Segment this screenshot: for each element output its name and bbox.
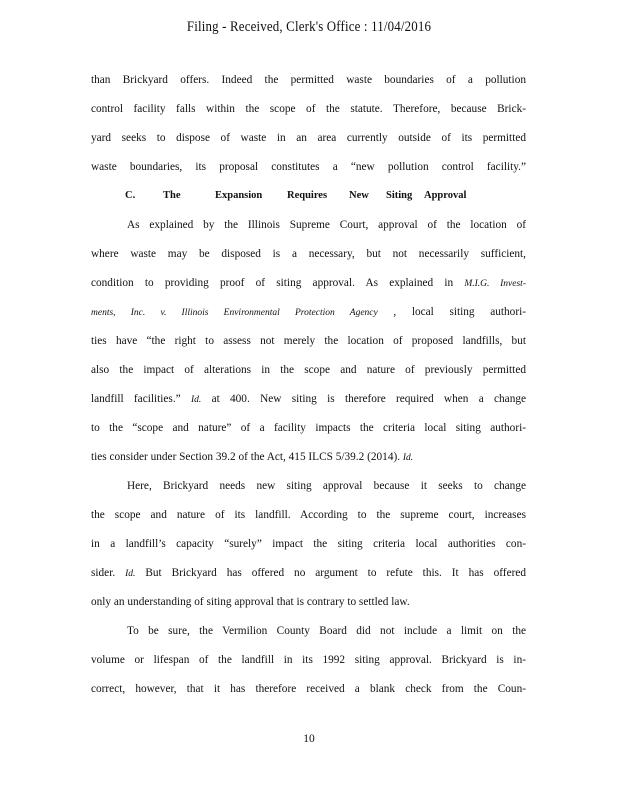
text-span: , local siting authori- bbox=[377, 306, 526, 318]
text-line bbox=[91, 447, 526, 467]
case-citation: M.I.G. Invest- bbox=[464, 279, 526, 289]
text-line: As explained by the Illinois Supreme Court, approval of the location of bbox=[127, 219, 526, 231]
text-span: condition to providing proof of siting approval. As explained in bbox=[91, 277, 465, 289]
text-line: only an understanding of siting approval that is contrary to settled law. bbox=[91, 596, 410, 608]
heading-word: Siting bbox=[386, 190, 413, 201]
text-line bbox=[91, 302, 526, 322]
heading-word: Expansion bbox=[215, 190, 263, 201]
text-span: sider. bbox=[91, 567, 126, 579]
text-line: waste boundaries, its proposal constitutes a “new pollution control facility.” bbox=[91, 161, 526, 173]
case-citation: Id. bbox=[190, 395, 202, 405]
page-number: 10 bbox=[303, 733, 315, 745]
heading-word: The bbox=[163, 190, 181, 201]
text-line: also the impact of alterations in the scope and nature of previously permitted bbox=[91, 364, 526, 376]
text-line: ties have “the right to assess not merely the location of proposed landfills, but bbox=[91, 335, 526, 347]
text-span: landfill facilities.” bbox=[91, 393, 191, 405]
case-citation: Id. bbox=[125, 569, 136, 579]
text-line bbox=[91, 389, 526, 409]
text-span: at 400. New siting is therefore required when a change bbox=[201, 393, 527, 405]
heading-word: Approval bbox=[424, 190, 467, 201]
text-line bbox=[91, 563, 526, 583]
text-line: to the “scope and nature” of a facility impacts the criteria local siting authori- bbox=[91, 422, 526, 434]
section-heading bbox=[125, 186, 466, 206]
text-line: yard seeks to dispose of waste in an area currently outside of its permitted bbox=[91, 132, 526, 144]
text-line: correct, however, that it has therefore received a blank check from the Coun- bbox=[91, 683, 526, 695]
text-line: volume or lifespan of the landfill in its 1992 siting approval. Brickyard is in- bbox=[91, 654, 526, 666]
section-letter: C. bbox=[125, 190, 136, 201]
heading-word: New bbox=[349, 190, 369, 201]
text-span: But Brickyard has offered no argument to refute this. It has offered bbox=[135, 567, 527, 579]
case-citation: ments, Inc. v. Illinois Environmental Protection Agency bbox=[91, 308, 378, 318]
heading-word: Requires bbox=[287, 190, 328, 201]
text-line bbox=[91, 273, 526, 293]
text-line: in a landfill’s capacity “surely” impact the siting criteria local authorities con- bbox=[91, 538, 526, 550]
text-line: the scope and nature of its landfill. According to the supreme court, increases bbox=[91, 509, 526, 521]
text-line: Here, Brickyard needs new siting approval because it seeks to change bbox=[127, 480, 526, 492]
text-span: ties consider under Section 39.2 of the Act, 415 ILCS 5/39.2 (2014). bbox=[91, 451, 403, 463]
filing-header: Filing - Received, Clerk's Office : 11/04/2016 bbox=[186, 19, 432, 35]
case-citation: Id. bbox=[402, 453, 414, 463]
text-line: than Brickyard offers. Indeed the permitted waste boundaries of a pollution bbox=[91, 74, 526, 86]
text-line: To be sure, the Vermilion County Board did not include a limit on the bbox=[127, 625, 526, 637]
text-line: where waste may be disposed is a necessary, but not necessarily sufficient, bbox=[91, 248, 526, 260]
text-line: control facility falls within the scope of the statute. Therefore, because Brick- bbox=[91, 103, 526, 115]
